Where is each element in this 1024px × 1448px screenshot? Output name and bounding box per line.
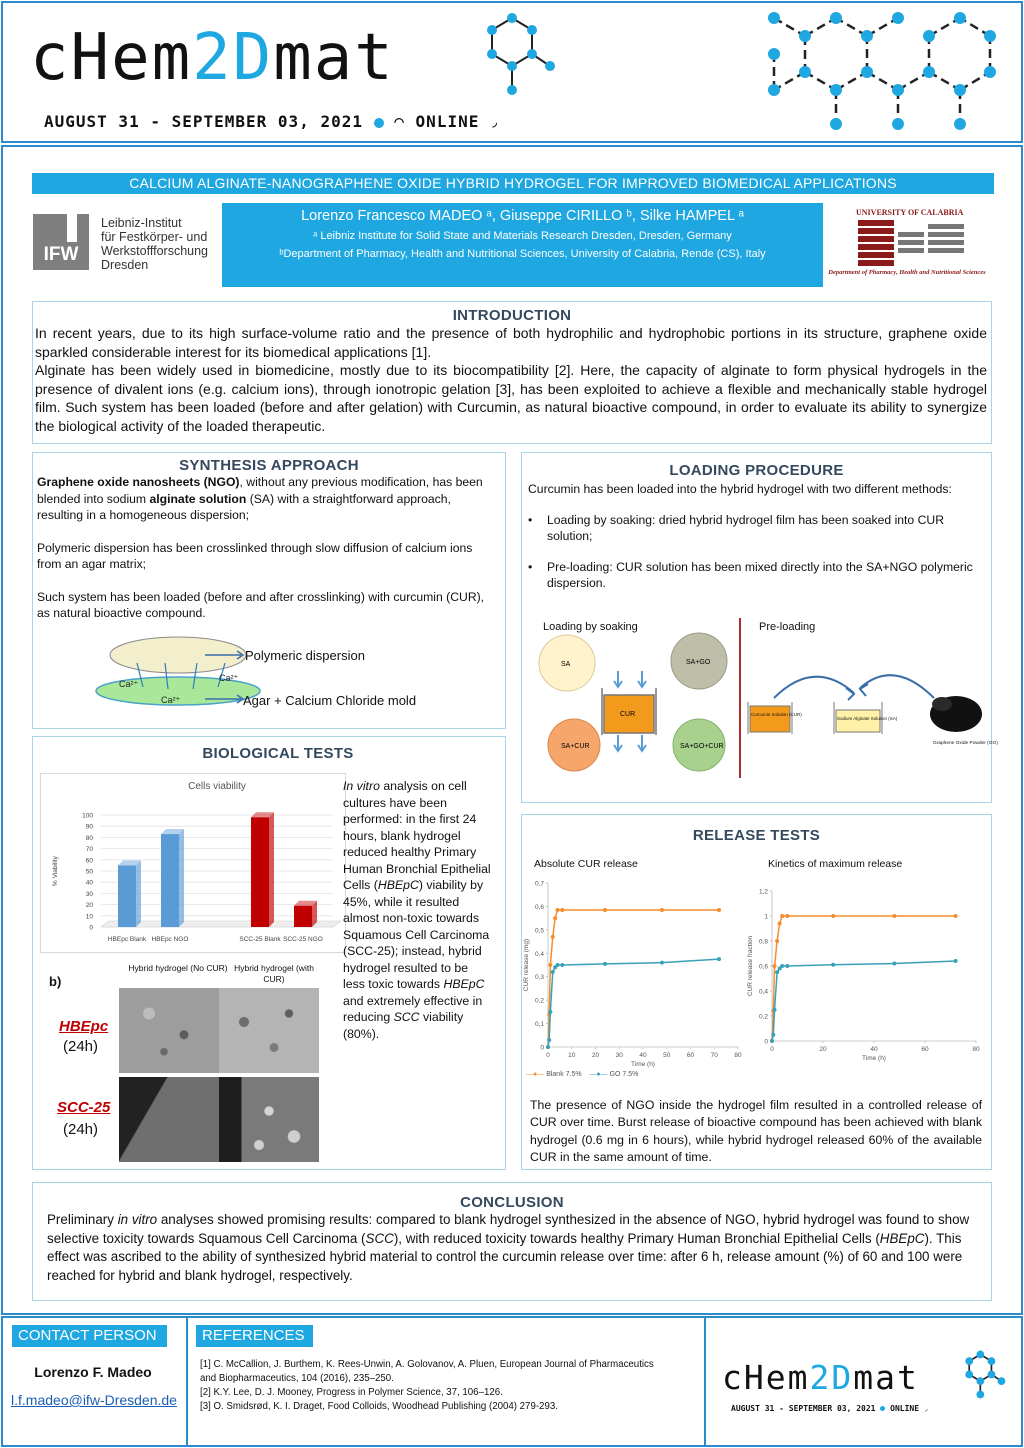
x-tick-label: 20: [819, 1046, 827, 1053]
conference-logo: [30, 18, 395, 98]
legend-go-label: GO 7.5%: [609, 1071, 639, 1078]
ifw-name: [101, 216, 208, 272]
cur-label: CUR: [620, 711, 636, 718]
ifw-emblem-stripe: [67, 214, 77, 242]
footer-dot-icon: [880, 1406, 885, 1411]
synthesis-section: [32, 452, 506, 729]
micrograph-hbepc-nocur: [119, 988, 219, 1073]
y-axis-label: % Viability: [52, 856, 59, 886]
synthesis-p1: [33, 474, 505, 524]
label-polymeric-dispersion: Polymeric dispersion: [245, 648, 365, 663]
data-point: [780, 964, 784, 968]
row-scc25-label: SCC-25: [57, 1099, 111, 1116]
soaking-subtitle: Loading by soaking: [543, 621, 638, 633]
sa-label: SA: [561, 661, 571, 668]
row-scc25-time: (24h): [63, 1121, 99, 1138]
y-tick-label: 0,2: [534, 997, 544, 1005]
ca-ion-label-3: Ca²⁺: [161, 695, 181, 705]
ca-ion-label-1: Ca²⁺: [119, 679, 139, 689]
data-point: [831, 963, 835, 967]
ifw-abbr: IFW: [43, 244, 79, 265]
y-tick-label: 0,4: [758, 988, 768, 996]
x-tick-label: 40: [870, 1046, 878, 1053]
data-point: [954, 959, 958, 963]
bar-side: [179, 829, 184, 927]
bullet-icon: •: [528, 512, 533, 527]
data-point: [771, 1033, 775, 1037]
y-tick-label: 50: [85, 868, 93, 876]
footer-date-text: AUGUST 31 - SEPTEMBER 03, 2021: [731, 1404, 876, 1413]
y-tick-label: 20: [85, 902, 93, 910]
ca-ion-label-2: Ca²⁺: [219, 673, 239, 683]
ifw-emblem: [33, 214, 89, 270]
data-point: [717, 908, 721, 912]
conclusion-section: [32, 1182, 992, 1301]
wifi-icon: ◠: [394, 112, 405, 131]
y-tick-label: 30: [85, 890, 93, 898]
data-point: [954, 914, 958, 918]
y-tick-label: 60: [85, 857, 93, 865]
x-axis-label: Time (h): [862, 1055, 886, 1062]
ifw-line4: Dresden: [101, 258, 149, 272]
conclusion-text: [33, 1211, 991, 1285]
biological-text: [343, 778, 493, 1042]
series-line: [772, 916, 956, 1041]
loading-bullet-1: [522, 512, 991, 545]
affiliation-a: ᵃ Leibniz Institute for Solid State and Materials Research Dresden, Dresden, Germany: [313, 230, 732, 242]
viability-bar-chart: [43, 777, 343, 952]
bio-text-3: and extremely effective in reducing: [343, 993, 483, 1024]
data-point: [556, 908, 560, 912]
footer-logo-suffix: mat: [853, 1358, 919, 1397]
release-section: [521, 814, 992, 1170]
contact-name: Lorenzo F. Madeo: [34, 1364, 152, 1380]
bar: [118, 865, 136, 927]
x-tick-label: 80: [734, 1052, 742, 1059]
release-chart1-title: Absolute CUR release: [534, 858, 638, 870]
data-point: [603, 962, 607, 966]
reference-1: [1] C. McCallion, J. Burthem, K. Rees-Unwin, A. Golovanov, A. Pluen, European Journal of Pharmaceutics and Biopharmaceutics, 104 (2016), 235–250.: [200, 1359, 654, 1384]
data-point: [560, 963, 564, 967]
micro-col1-header: Hybrid hydrogel (No CUR): [128, 963, 228, 973]
data-point: [603, 908, 607, 912]
data-point: [548, 963, 552, 967]
y-tick-label: 0,3: [534, 974, 544, 982]
x-tick-label: 70: [710, 1052, 718, 1059]
reference-2: [2] K.Y. Lee, D. J. Mooney, Progress in Polymer Science, 37, 106–126.: [200, 1387, 503, 1398]
x-tick-label: SCC-25 Blank: [239, 936, 281, 943]
sagocur-label: SA+GO+CUR: [680, 743, 724, 750]
data-point: [785, 964, 789, 968]
unical-logo: [830, 208, 990, 280]
y-tick-label: 90: [85, 823, 93, 831]
y-tick-label: 0,6: [758, 963, 768, 971]
biological-section: [32, 736, 506, 1170]
data-point: [551, 935, 555, 939]
label-agar-mold: Agar + Calcium Chloride mold: [243, 693, 417, 708]
data-point: [773, 964, 777, 968]
rss-icon: ◞: [489, 112, 501, 131]
x-tick-label: 50: [663, 1052, 671, 1059]
data-point: [775, 970, 779, 974]
synthesis-p1-text1: , without any previous modification, has been blended into sodium: [37, 475, 483, 506]
y-tick-label: 80: [85, 834, 93, 842]
y-tick-label: 0: [89, 924, 93, 932]
synthesis-ngo-bold: Graphene oxide nanosheets (NGO): [37, 475, 240, 489]
y-axis-label: CUR release fraction: [747, 935, 754, 997]
powder-label: Graphene Oxide Powder (GO): [933, 741, 998, 746]
footer-date-line: [731, 1404, 929, 1413]
contact-header: CONTACT PERSON: [12, 1325, 167, 1347]
conclusion-text-4: ). This effect was ascribed to the ability of synthesized hybrid material to control the curcumin release over time: after 6 h, release amount (%) of 60 and 100 were reached for hybrid and blank hydrogel, respectively.: [47, 1230, 963, 1283]
x-tick-label: 10: [568, 1052, 576, 1059]
y-tick-label: 0,4: [534, 950, 544, 958]
sago-label: SA+GO: [686, 659, 711, 666]
x-tick-label: 60: [686, 1052, 695, 1059]
bar: [161, 834, 179, 927]
footer-logo-prefix: cHem: [722, 1358, 810, 1397]
data-point: [785, 914, 789, 918]
y-tick-label: 0,2: [758, 1013, 768, 1021]
row-hbepc-time: (24h): [63, 1038, 99, 1055]
dot-icon: [374, 118, 384, 128]
y-tick-label: 1,2: [758, 888, 768, 896]
logo-prefix: cHem: [30, 21, 193, 95]
release-legend: [526, 1071, 638, 1078]
x-tick-label: 60: [921, 1046, 929, 1053]
unical-emblem: [858, 220, 968, 266]
date-text: AUGUST 31 - SEPTEMBER 03, 2021: [44, 112, 363, 131]
authors-box: [222, 203, 823, 287]
conclusion-text-2: analyses showed promising results: compared to blank hydrogel synthesized in the absence of NGO, hybrid hydrogel was found to show selective toxicity towards Squamous Cell Carcinoma (: [47, 1212, 970, 1246]
y-tick-label: 0,1: [534, 1021, 544, 1029]
conclusion-title: CONCLUSION: [460, 1194, 564, 1211]
online-text: ONLINE: [415, 112, 480, 131]
x-tick-label: 30: [615, 1052, 623, 1059]
y-tick-label: 0,6: [534, 903, 544, 911]
x-tick-label: SCC-25 NGO: [283, 936, 323, 943]
x-tick-label: HBEpc NGO: [151, 936, 189, 943]
bio-italic-2: HBEpC: [377, 878, 419, 892]
footer-hexagon-icon: [957, 1350, 1007, 1400]
date-line: [44, 112, 501, 131]
release-chart2-title: Kinetics of maximum release: [768, 858, 903, 870]
soaking-diagram: [534, 633, 734, 773]
logo-2d: 2D: [192, 21, 274, 95]
data-point: [773, 1008, 777, 1012]
unical-top-text: UNIVERSITY OF CALABRIA: [856, 208, 964, 217]
data-point: [553, 916, 557, 920]
bio-italic-3: HBEpC: [443, 977, 485, 991]
loading-title: LOADING PROCEDURE: [669, 462, 844, 479]
y-tick-label: 40: [85, 879, 93, 887]
kinetics-release-chart: [748, 881, 988, 1071]
introduction-title: INTRODUCTION: [452, 307, 572, 324]
micrograph-scc-withcur: [219, 1077, 319, 1162]
reference-3: [3] O. Smidsrød, K. I. Draget, Food Colloids, Woodhead Publishing (2004) 279-293.: [200, 1401, 558, 1412]
data-point: [892, 962, 896, 966]
data-point: [660, 908, 664, 912]
x-tick-label: 80: [972, 1046, 980, 1053]
poster-title: CALCIUM ALGINATE-NANOGRAPHENE OXIDE HYBRID HYDROGEL FOR IMPROVED BIOMEDICAL APPLICATIONS: [32, 173, 994, 194]
bar: [251, 817, 269, 927]
y-tick-label: 1: [764, 913, 768, 921]
hexagon-network-icon: [760, 8, 1000, 132]
synthesis-title: SYNTHESIS APPROACH: [179, 457, 359, 474]
loading-section: [521, 452, 998, 803]
series-line: [548, 959, 719, 1047]
footer-logo-2d: 2D: [809, 1358, 854, 1397]
data-point: [560, 908, 564, 912]
data-point: [775, 939, 779, 943]
footer-rss-icon: ◞: [923, 1404, 929, 1413]
y-tick-label: 0: [540, 1044, 544, 1052]
header: [0, 0, 1024, 144]
data-point: [547, 1038, 551, 1042]
introduction-p2: Alginate has been widely used in biomedicine, mostly due to its biocompatibility [2]. Here, the capacity of alginate to form physical hydrogels in the presence of divalent ions (e.g. calcium ions), through ionotropic gelation [3], has been exploited to achieve a flexible and mechanically stable hydrogel film. Such system has been loaded (before and after gelation) with Curcumin, as natural bioactive compound, in order to evaluate its ability to synergize the biological activity of the loaded therapeutic.: [35, 362, 987, 434]
hexagon-molecule-icon: [470, 10, 560, 100]
bio-text-4: viability (80%).: [343, 1010, 464, 1041]
data-point: [780, 914, 784, 918]
preloading-subtitle: Pre-loading: [759, 621, 816, 633]
series-line: [548, 910, 719, 1047]
row-hbepc-label: HBEpc: [59, 1018, 109, 1035]
absolute-release-chart: [524, 875, 744, 1075]
y-tick-label: 0,7: [534, 880, 544, 888]
y-tick-label: 70: [85, 846, 93, 854]
introduction-p1: In recent years, due to its high surface-volume ratio and the presence of both hydrophilic and hydrophobic portions in its structure, graphene oxide sparkled considerable interest for its biomedical applications [1].: [35, 325, 987, 360]
ifw-line1: Leibniz-Institut: [101, 216, 182, 230]
x-tick-label: 40: [639, 1052, 647, 1059]
ifw-line3: Werkstoffforschung: [101, 244, 209, 258]
data-point: [770, 1039, 774, 1043]
data-point: [831, 914, 835, 918]
bio-italic-4: SCC: [393, 1010, 420, 1024]
synthesis-p2: Polymeric dispersion has been crosslinked through slow diffusion of calcium ions from an agar matrix;: [37, 540, 473, 571]
y-axis-label: CUR release (mg): [523, 938, 530, 992]
biological-title: BIOLOGICAL TESTS: [202, 745, 354, 762]
synthesis-p1-text2: (SA) with a straightforward approach, resulting in a homogeneous dispersion;: [37, 491, 451, 522]
x-axis-label: Time (h): [631, 1061, 655, 1068]
release-title: RELEASE TESTS: [692, 827, 821, 844]
footer-divider-1: [186, 1316, 188, 1447]
footer-logo: [722, 1358, 919, 1398]
synthesis-p3: Such system has been loaded (before and after crosslinking) with curcumin (CUR), as natural bioactive compound.: [37, 589, 485, 620]
data-point: [556, 963, 560, 967]
introduction-section: [32, 301, 992, 444]
data-point: [778, 922, 782, 926]
label-b: b): [49, 974, 62, 989]
ifw-logo: [33, 214, 218, 272]
legend-go-icon: —●—: [589, 1071, 608, 1078]
loading-bullet-2-text: Pre-loading: CUR solution has been mixed directly into the SA+NGO polymeric dispersion.: [547, 559, 973, 590]
affiliation-b: ᵇDepartment of Pharmacy, Health and Nutritional Sciences, University of Calabria, Rende (CS), Italy: [279, 248, 766, 260]
x-tick-label: 20: [591, 1052, 600, 1059]
ifw-line2: für Festkörper- und: [101, 230, 208, 244]
bar-side: [136, 860, 141, 927]
references-header: REFERENCES: [196, 1325, 313, 1347]
x-tick-label: 0: [546, 1052, 550, 1059]
conclusion-italic-2: SCC: [365, 1230, 394, 1246]
x-tick-label: 0: [770, 1046, 774, 1053]
x-tick-label: HBEpc Blank: [107, 936, 147, 943]
beaker2-label: Sodium Alginate Solution (SA): [837, 716, 898, 721]
data-point: [892, 914, 896, 918]
synthesis-sa-bold: alginate solution: [149, 491, 247, 506]
chart-title: Cells viability: [188, 781, 246, 792]
bio-text-1: analysis on cell cultures have been performed: in the first 24 hours, blank hydrogel reduced healthy Primary Human Bronchial Epithelial Cells (: [343, 779, 491, 892]
beaker1-label: Curcumin Solution (CUR): [751, 712, 802, 717]
data-point: [660, 961, 664, 965]
conclusion-text-1: Preliminary: [47, 1212, 118, 1227]
series-line: [772, 961, 956, 1041]
micrograph-hbepc-withcur: [219, 988, 319, 1073]
data-point: [546, 1045, 550, 1049]
y-tick-label: 10: [85, 913, 93, 921]
conclusion-italic-3: HBEpC: [879, 1230, 925, 1246]
preloading-diagram: [744, 658, 998, 768]
author-names: Lorenzo Francesco MADEO ᵃ, Giuseppe CIRILLO ᵇ, Silke HAMPEL ᵃ: [301, 208, 744, 224]
bullet-icon: •: [528, 559, 533, 574]
loading-bullet-2: [522, 559, 991, 592]
contact-email-link[interactable]: l.f.madeo@ifw-Dresden.de: [11, 1392, 177, 1408]
bio-text-2: ) viability by 45%, while it resulted almost non-toxic towards Squamous Cell Carcinoma (SCC-25); instead, hybrid hydrogel resulted to be less toxic towards: [343, 878, 490, 991]
bar: [294, 906, 312, 927]
micro-col2-header: Hybrid hydrogel (with CUR): [234, 963, 314, 984]
unical-bottom-text: Department of Pharmacy, Health and Nutritional Sciences: [828, 269, 986, 276]
footer-online-text: ONLINE: [890, 1404, 920, 1413]
bar-side: [269, 812, 274, 927]
legend-blank-icon: —●—: [526, 1071, 545, 1078]
data-point: [548, 1010, 552, 1014]
data-point: [717, 957, 721, 961]
loading-bullet-1-text: Loading by soaking: dried hybrid hydrogel film has been soaked into CUR solution;: [547, 512, 945, 543]
data-point: [551, 970, 555, 974]
footer-divider-2: [704, 1316, 706, 1447]
y-tick-label: 0,5: [534, 927, 544, 935]
diagram-divider: [739, 618, 741, 778]
y-tick-label: 100: [82, 812, 93, 820]
legend-blank-label: Blank 7.5%: [546, 1071, 582, 1078]
micrograph-scc-nocur: [119, 1077, 219, 1162]
references-list: [200, 1358, 660, 1414]
y-tick-label: 0,8: [758, 938, 768, 946]
y-tick-label: 0: [764, 1038, 768, 1046]
conclusion-italic-1: in vitro: [117, 1212, 158, 1227]
release-text: The presence of NGO inside the hydrogel film resulted in a controlled release of CUR over time. Burst release of bioactive compound has been achieved with blank hydrogel (0.6 mg in 6 hours), while hybrid hydrogel released 60% of the available CUR in the same amount of time.: [530, 1098, 982, 1164]
conclusion-text-3: ), with reduced toxicity towards healthy Primary Human Bronchial Epithelial Cells (: [393, 1230, 880, 1246]
loading-intro: Curcumin has been loaded into the hybrid hydrogel with two different methods:: [528, 482, 952, 496]
bio-italic-1: In vitro: [343, 779, 380, 793]
logo-suffix: mat: [273, 21, 395, 95]
sacur-label: SA+CUR: [561, 743, 590, 750]
